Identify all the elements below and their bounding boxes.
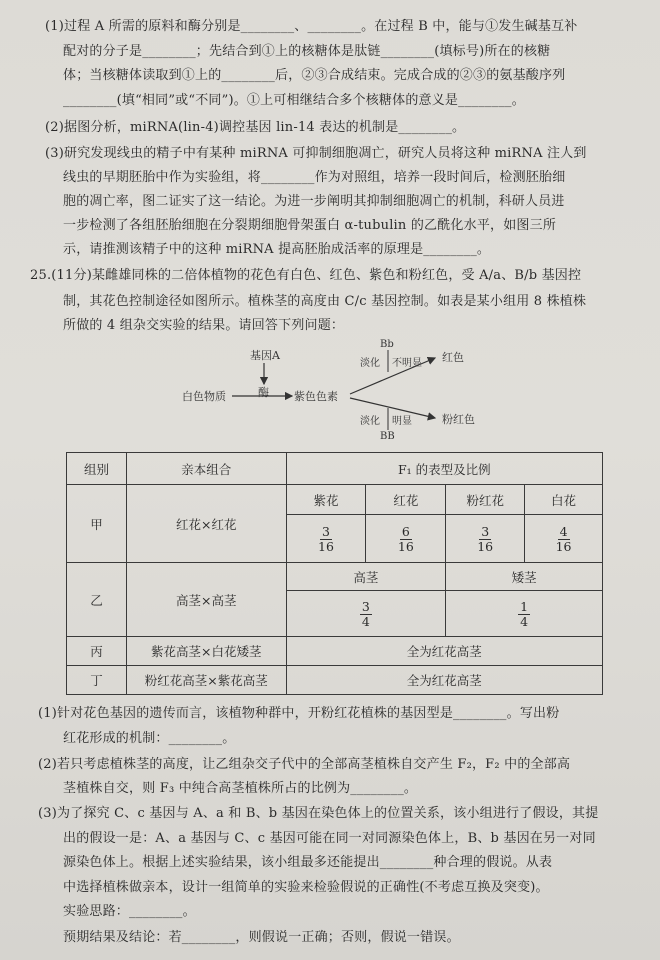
q25-stem-line-2: 制，其花色控制途径如图所示。植株茎的高度由 C/c 基因控制。如表是某小组用 8 株植株 [63, 294, 587, 309]
table-row [67, 563, 603, 591]
pink-label: 粉红色 [442, 413, 475, 426]
bb-upper-label: Bb [380, 339, 394, 350]
flower-color-pathway-diagram [180, 336, 500, 440]
q25-1-line-2: 红花形成的机制：________。 [63, 731, 236, 746]
q25-3-line-6: 预期结果及结论：若________，则假说一正确；否则，假说一错误。 [63, 930, 460, 945]
header-parents: 亲本组合 [126, 453, 286, 485]
red-label: 红色 [442, 351, 464, 364]
ratio-cell: $\frac{3}{4}$ [286, 591, 446, 637]
parents-cell: 红花×红花 [126, 485, 286, 563]
q24-3-line-5: 示，请推测该精子中的这种 miRNA 提高胚胎成活率的原理是________。 [63, 242, 491, 257]
header-f1: F₁ 的表型及比例 [286, 453, 602, 485]
obvious-label: 明显 [392, 416, 412, 427]
table-row [67, 485, 603, 515]
dilute-upper-label: 淡化 [360, 358, 380, 369]
white-substance-label: 白色物质 [182, 390, 226, 403]
q24-1-line-2: 配对的分子是________；先结合到①上的核糖体是肽链________(填标号)所在的核糖 [63, 44, 551, 59]
purple-pigment-label: 紫色色素 [294, 390, 338, 403]
q25-3-line-2: 出的假设一是：A、a 基因与 C、c 基因可能在同一对同源染色体上，B、b 基因在另一对同 [63, 831, 596, 846]
parents-cell: 高茎×高茎 [126, 563, 286, 637]
not-obvious-label: 不明显 [392, 358, 422, 369]
result-cell: 全为红花高茎 [286, 666, 602, 695]
q24-3-line-1: (3)研究发现线虫的精子中有某种 miRNA 可抑制细胞凋亡，研究人员将这种 miRNA 注人到 [45, 146, 587, 161]
q25-3-line-3: 源染色体上。根据上述实验结果，该小组最多还能提出________种合理的假说。从表 [63, 855, 553, 870]
ratio-cell: $\frac{3}{16}$ [446, 515, 525, 563]
result-cell: 全为红花高茎 [286, 637, 602, 666]
q24-1-line-3: 体；当核糖体读取到①上的________后，②③合成结束。完成合成的②③的氨基酸序列 [63, 68, 566, 83]
q24-2-line: (2)据图分析，miRNA(lin-4)调控基因 lin-14 表达的机制是________。 [45, 120, 466, 135]
gene-a-label: 基因A [250, 349, 280, 362]
q24-1-line-1: (1)过程 A 所需的原料和酶分别是________、________。在过程 B 中，能与①发生碱基互补 [45, 19, 578, 34]
group-cell: 甲 [67, 485, 127, 563]
bb-lower-label: BB [380, 431, 395, 440]
q24-3-line-3: 胞的凋亡率，图二证实了这一结论。为进一步阐明其抑制细胞凋亡的机制，科研人员进 [63, 194, 565, 209]
q24-3-line-4: 一步检测了各组胚胎细胞在分裂期细胞骨架蛋白 α-tubulin 的乙酰化水平，如图三所 [63, 218, 557, 233]
q24-1-line-4: ________(填“相同”或“不同”)。①上可相继结合多个核糖体的意义是________。 [63, 93, 525, 108]
phenotype-cell: 白花 [525, 485, 603, 515]
group-cell: 丁 [67, 666, 127, 695]
ratio-cell: $\frac{6}{16}$ [366, 515, 446, 563]
group-cell: 乙 [67, 563, 127, 637]
q25-1-line-1: (1)针对花色基因的遗传而言，该植物种群中，开粉红花植株的基因型是________。写出粉 [38, 706, 560, 721]
phenotype-cell: 红花 [366, 485, 446, 515]
dilute-lower-label: 淡化 [360, 416, 380, 427]
parents-cell: 紫花高茎×白花矮茎 [126, 637, 286, 666]
ratio-cell: $\frac{3}{16}$ [286, 515, 366, 563]
phenotype-cell: 紫花 [286, 485, 366, 515]
ratio-cell: $\frac{4}{16}$ [525, 515, 603, 563]
q24-3-line-2: 线虫的早期胚胎中作为实验组，将________作为对照组，培养一段时间后，检测胚胎细 [63, 170, 566, 185]
q25-3-line-4: 中选择植株做亲本，设计一组简单的实验来检验假说的正确性(不考虑互换及突变)。 [63, 880, 549, 895]
table-header-row [67, 453, 603, 485]
q25-2-line-2: 茎植株自交，则 F₃ 中纯合高茎植株所占的比例为________。 [63, 781, 418, 796]
phenotype-cell: 高茎 [286, 563, 446, 591]
header-group: 组别 [67, 453, 127, 485]
phenotype-cell: 粉红花 [446, 485, 525, 515]
q25-stem-line-1: 25.(11分)某雌雄同株的二倍体植物的花色有白色、红色、紫色和粉红色，受 A/a、B/b 基因控 [30, 268, 582, 283]
group-cell: 丙 [67, 637, 127, 666]
q25-2-line-1: (2)若只考虑植株茎的高度，让乙组杂交子代中的全部高茎植株自交产生 F₂，F₂ 中的全部高 [38, 757, 571, 772]
cross-results-table [66, 452, 603, 695]
ratio-cell: $\frac{1}{4}$ [446, 591, 603, 637]
q25-3-line-1: (3)为了探究 C、c 基因与 A、a 和 B、b 基因在染色体上的位置关系，该小组进行了假设，其提 [38, 806, 599, 821]
table-row [67, 666, 603, 695]
parents-cell: 粉红花高茎×紫花高茎 [126, 666, 286, 695]
q25-stem-line-3: 所做的 4 组杂交实验的结果。请回答下列问题： [63, 318, 345, 333]
phenotype-cell: 矮茎 [446, 563, 603, 591]
table-row [67, 637, 603, 666]
q25-3-line-5: 实验思路：________。 [63, 904, 196, 919]
enzyme-label: 酶 [258, 386, 269, 399]
